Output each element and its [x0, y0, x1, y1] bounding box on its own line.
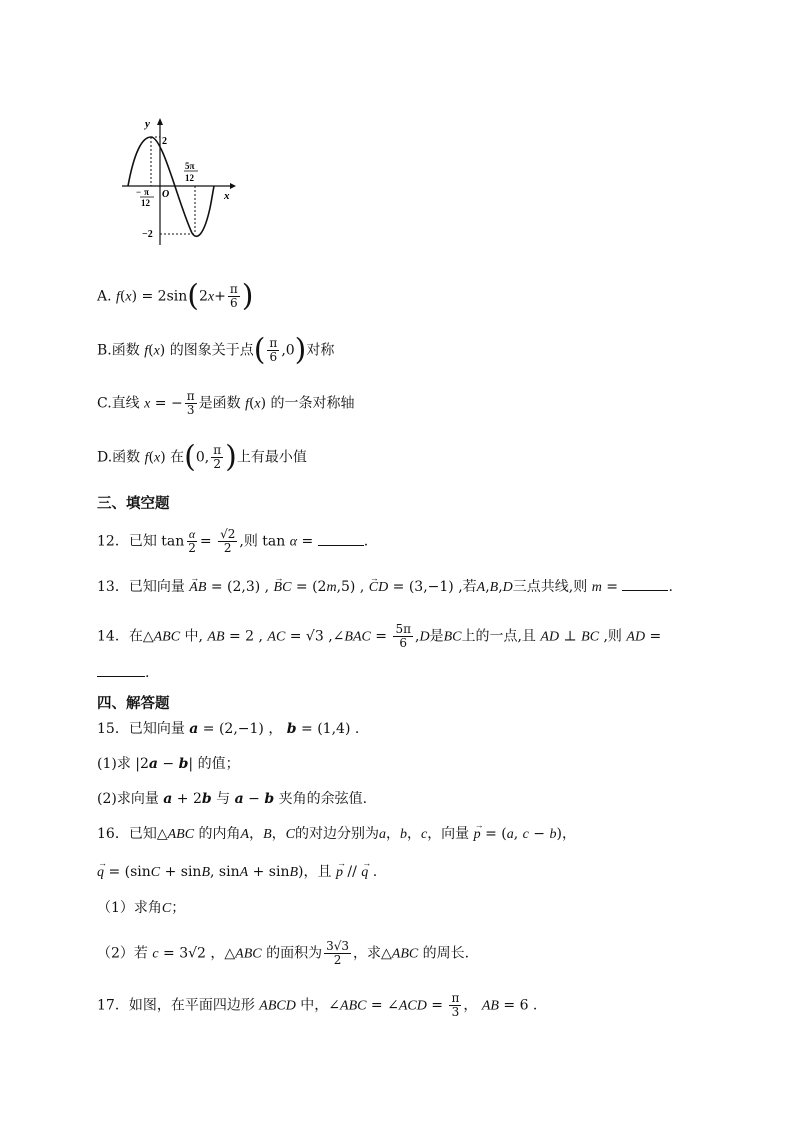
- right-tick-label: [184, 161, 198, 183]
- question-15-part1: (1)求 |2a − b| 的值；: [97, 756, 240, 772]
- option-c: C.直线 x = − $\frac{\pi}{3}$ 是函数 f(x) 的一条对称轴: [97, 389, 355, 417]
- question-16-part2: （2）若 c = 3√2 ，△ABC 的面积为 $\frac{3√3}{2}$ ，求△ABC 的周长.: [97, 939, 470, 967]
- section-solve-title: 四、解答题: [97, 696, 170, 712]
- option-a: A. f(x) = 2sin(2x+ $\frac{\pi}{6}$ ): [97, 278, 254, 314]
- question-16-part1: （1）求角C；: [97, 900, 186, 916]
- question-16-stem: 16．已知△ABC 的内角A，B，C的对边分别为a，b，c，向量 → p = (a, c − b)，: [97, 824, 576, 845]
- question-15-part2: (2)求向量 a + 2b 与 a − b 夹角的余弦值.: [97, 791, 368, 807]
- question-15-stem: 15．已知向量 a = (2,−1) ， b = (1,4) .: [97, 721, 360, 737]
- question-17: 17．如图，在平面四边形 ABCD 中，∠ABC = ∠ACD = $\frac{\pi}{3}$ ， AB = 6 .: [97, 991, 538, 1019]
- svg-text:−: −: [136, 187, 142, 197]
- question-12: 12．已知 tan $\frac{\alpha}{2}$ = $\frac{√2}{2}$ ,则 tan α = .: [97, 527, 369, 555]
- max-value-label: 2: [162, 136, 167, 147]
- origin-label: O: [162, 189, 170, 200]
- x-axis-arrow: [230, 183, 236, 189]
- question-13: 13．已知向量 → AB = (2,3) , → BC = (2m,5) , → CD = (3,−1) ,若A,B,D三点共线,则 m = .: [97, 576, 673, 598]
- svg-text:12: 12: [185, 173, 194, 183]
- x-axis-label: x: [224, 190, 230, 202]
- y-axis-arrow: [157, 118, 163, 125]
- svg-text:5π: 5π: [185, 161, 195, 171]
- option-d: D.函数 f(x) 在(0, $\frac{\pi}{2}$ )上有最小值: [97, 439, 307, 475]
- svg-text:12: 12: [141, 198, 150, 208]
- question-14: 14．在△ABC 中, AB = 2 , AC = √3 ,∠BAC = $\frac{5\pi}{6}$ ,D是BC上的一点,且 AD ⊥ BC ,则 AD =: [97, 622, 662, 650]
- question-16-stem-2: → q = (sinC + sinB, sinA + sinB)，且 → p // → q .: [97, 862, 377, 883]
- min-value-label: −2: [142, 229, 153, 240]
- section-fill-in-title: 三、填空题: [97, 496, 170, 512]
- svg-text:π: π: [144, 187, 149, 197]
- sine-graph-figure: [118, 113, 243, 248]
- question-14-blank: .: [97, 662, 149, 683]
- option-b: B.函数 f(x) 的图象关于点( $\frac{\pi}{6}$ ,0)对称: [97, 332, 335, 368]
- y-axis-label: y: [145, 118, 150, 130]
- left-tick-label: [136, 187, 154, 208]
